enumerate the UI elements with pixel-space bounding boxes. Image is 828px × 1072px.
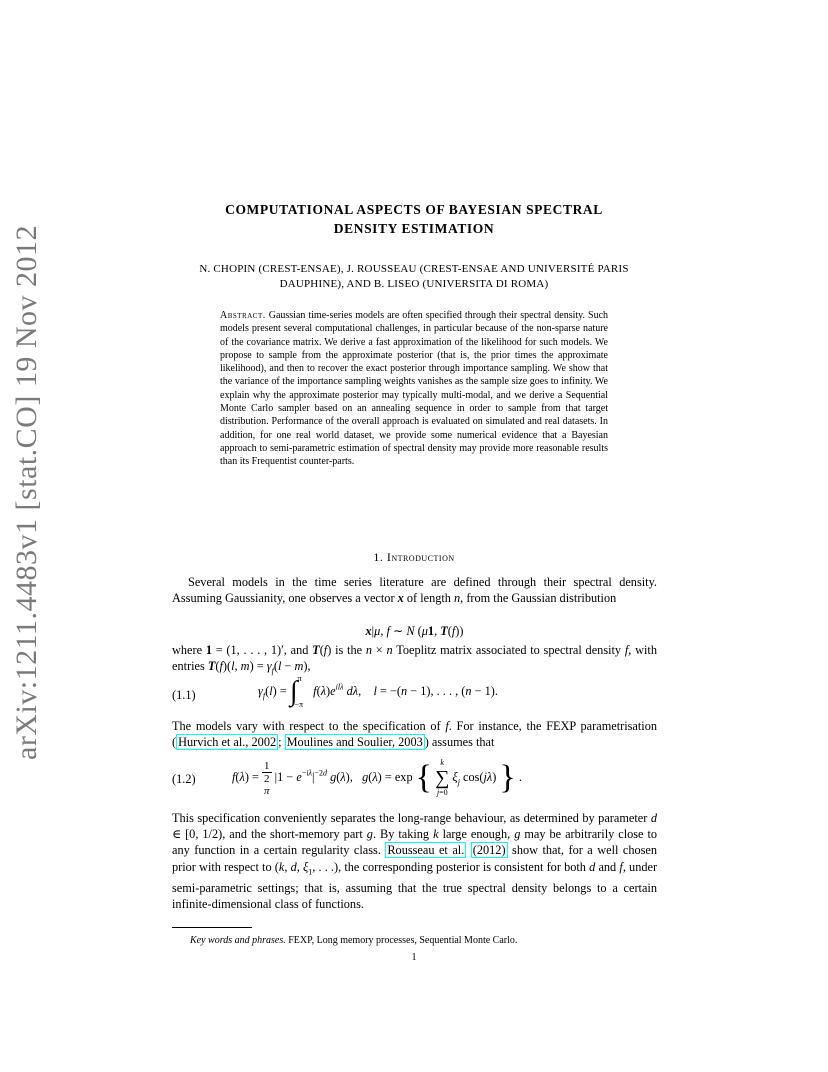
equation-1-2: (1.2) f(λ) = 1 2 π $|1 - e^{-i\lambda}|^{-2d}$ g(λ), g(λ) = exp { k ∑ j=0 $\xi_j$ cos(jλ) } . bbox=[172, 758, 522, 797]
citation-rousseau-year[interactable]: (2012) bbox=[472, 843, 506, 858]
abstract-text: Gaussian time-series models are often specified through their spectral density. Such models present several computational challenges, in particular because of the non-sparse nature of the covariance matrix. We derive a fast approximation of the likelihood for such models. We propose to sample from the approximate posterior (that is, the prior times the approximate likelihood), and then to recover the exact posterior through importance sampling. We show that the variance of the importance sampling weights vanishes as the sample size goes to infinity. We explain why the approximate posterior may typically multi-modal, and we derive a Sequential Monte Carlo sampler based on an annealing sequence in order to sample from that target distribution. Performance of the overall approach is evaluated on simulated and real datasets. In addition, for one real world dataset, we provide some numerical evidence that a Bayesian approach to semi-parametric estimation of spectral density may provide more reasonable results than its Frequentist counter-parts. bbox=[220, 310, 609, 468]
equation-1-1: (1.1) $\gamma_f(l) = \int^\pi_{-\pi}$ $f(\lambda)e^{il\lambda}$ dλ, l = −(n − 1), . . . , (n − 1). bbox=[172, 673, 498, 709]
distribution-equation: x|μ, f ∼ N (μ1, T(f)) bbox=[365, 624, 464, 638]
page-number: 1 bbox=[411, 952, 417, 963]
equation-number: (1.1) bbox=[172, 688, 196, 702]
title-line-2: DENSITY ESTIMATION bbox=[333, 221, 495, 236]
title-line-1: COMPUTATIONAL ASPECTS OF BAYESIAN SPECTRAL bbox=[225, 202, 603, 217]
section-heading: 1. Introduction bbox=[373, 550, 455, 564]
citation-hurvich[interactable]: Hurvich et al., 2002 bbox=[178, 735, 277, 750]
arxiv-sidebar-stamp: arXiv:1211.4483v1 [stat.CO] 19 Nov 2012 bbox=[10, 224, 43, 760]
intro-paragraph-3: The models vary with respect to the specification of f. For instance, the FEXP parametrisation ( Hurvich et al., 2002 ; Moulines and Soulier, 2003 ) assumes that bbox=[172, 719, 658, 750]
intro-paragraph-4: This specification conveniently separates the long-range behaviour, as determined by parameter d ∈ [0, 1/2), and the short-memory part g. By taking k large enough, g may be arbitrarily close to any function in a certain regularity class. Rousseau et al. (2012) show that, for a well chosen prior with respect to (k, d, $\xi_1$, . . .), the corresponding posterior is consistent for both d and f, under semi-parametric settings; that is, assuming that the true spectral density belongs to a certain infinite-dimensional class of functions. bbox=[172, 811, 658, 912]
footnote-text: FEXP, Long memory processes, Sequential Monte Carlo. bbox=[288, 935, 518, 946]
citation-moulines[interactable]: Moulines and Soulier, 2003 bbox=[286, 735, 423, 750]
intro-paragraph-1: Several models in the time series literature are defined through their spectral density. Assuming Gaussianity, one observes a vector x of length n, from the Gaussian distribution bbox=[172, 575, 657, 606]
footnote-label: Key words and phrases. bbox=[190, 935, 286, 946]
equation-number: (1.2) bbox=[172, 772, 196, 786]
abstract bbox=[220, 309, 608, 469]
paper-title bbox=[170, 200, 658, 238]
abstract-label: Abstract. bbox=[220, 310, 266, 321]
footnote-rule bbox=[172, 927, 252, 928]
authors-line-1: N. CHOPIN (CREST-ENSAE), J. ROUSSEAU (CREST-ENSAE AND UNIVERSITÉ PARIS bbox=[199, 263, 629, 275]
citation-rousseau[interactable]: Rousseau et al. bbox=[387, 843, 465, 858]
intro-paragraph-2: where 1 = (1, . . . , 1)′, and T(f) is the n × n Toeplitz matrix associated to spectral density f, with entries T(f)(l, $m) = \gamma_f(l - m)$, bbox=[172, 643, 657, 676]
authors-line-2: DAUPHINE), AND B. LISEO (UNIVERSITA DI ROMA) bbox=[279, 278, 549, 290]
authors bbox=[172, 262, 656, 292]
footnote-keywords bbox=[190, 935, 650, 946]
